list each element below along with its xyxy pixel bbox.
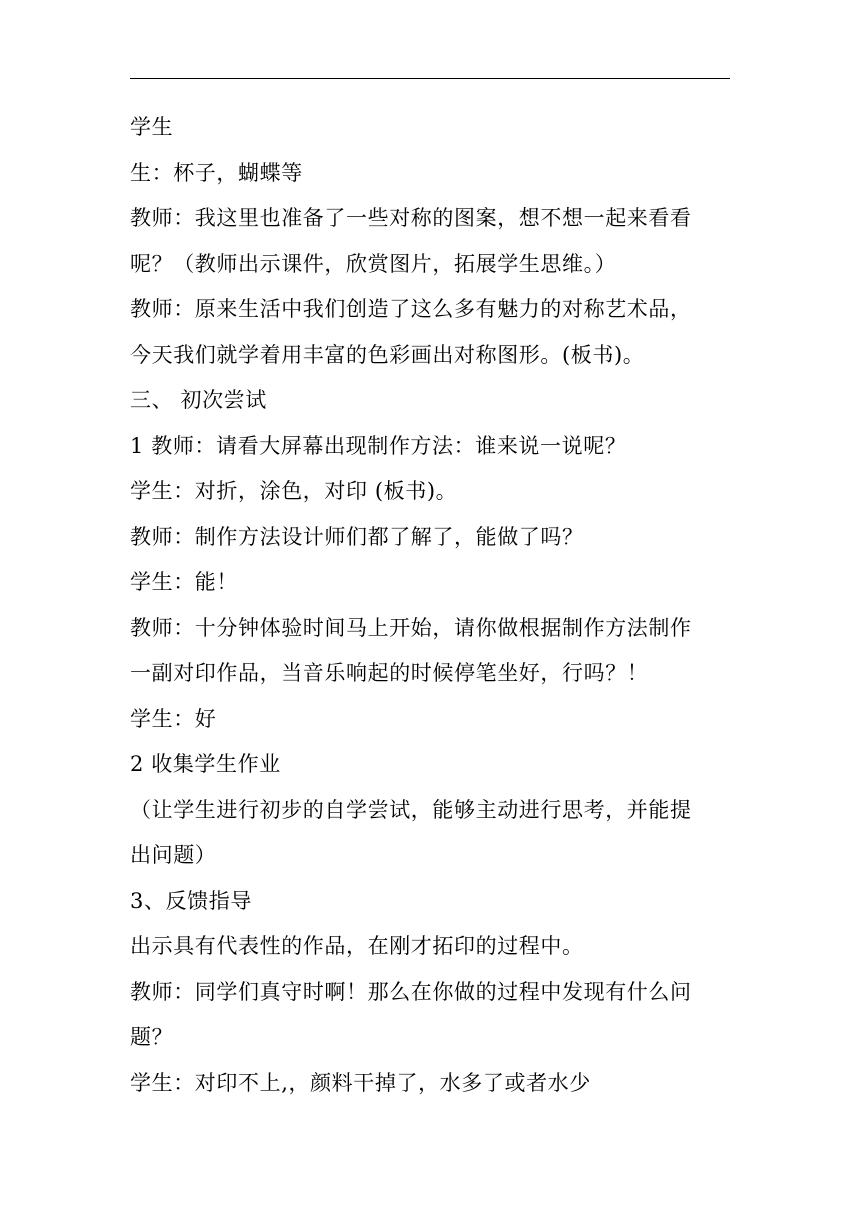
document-body [130,105,740,1106]
text-line: 生：杯子，蝴蝶等 [130,160,303,185]
text-line: 学生：对折，涂色，对印 (板书)。 [130,479,458,503]
text-line: 教师：我这里也准备了一些对称的图案，想不想一起来看看 [130,206,692,230]
text-line: 1 教师：请看大屏幕出现制作方法：谁来说一说呢？ [130,433,627,458]
text-line: 题？ [130,1025,174,1049]
text-line: 学生：能！ [130,570,238,594]
section-heading: 三、 初次尝试 [130,388,267,412]
text-line: （让学生进行初步的自学尝试，能够主动进行思考，并能提 [130,797,692,822]
text-line: 教师：制作方法设计师们都了解了，能做了吗？ [130,524,584,549]
text-line: 呢？（教师出示课件，欣赏图片，拓展学生思维。） [130,251,617,276]
text-line: 3、反馈指导 [130,888,252,913]
text-line: 教师：十分钟体验时间马上开始，请你做根据制作方法制作 [130,615,692,640]
text-line: 学生：好 [130,706,217,731]
text-line: 教师：原来生活中我们创造了这么多有魅力的对称艺术品， [130,297,692,321]
text-line: 今天我们就学着用丰富的色彩画出对称图形。(板书)。 [130,342,645,367]
text-line: 学生 [130,115,174,139]
text-line: 一副对印作品，当音乐响起的时候停笔坐好，行吗？！ [130,661,649,685]
text-line: 出问题） [130,843,217,867]
text-line: 教师：同学们真守时啊！那么在你做的过程中发现有什么问 [130,979,692,1004]
text-line: 出示具有代表性的作品，在刚才拓印的过程中。 [130,934,584,958]
text-line: 学生：对印不上,，颜料干掉了，水多了或者水少 [130,1070,591,1095]
header-rule [130,78,730,79]
text-line: 2 收集学生作业 [130,752,281,776]
